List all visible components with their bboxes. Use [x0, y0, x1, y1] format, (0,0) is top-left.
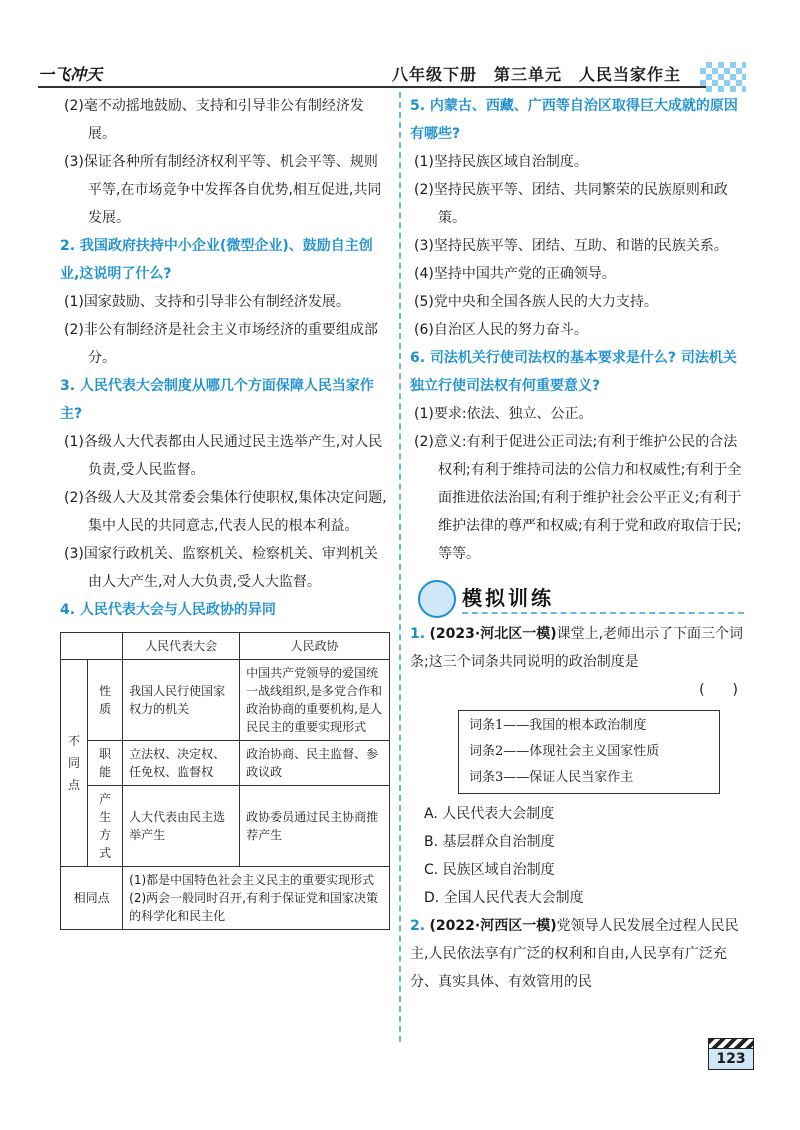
table-cell: 政协委员通过民主协商推荐产生 — [240, 786, 390, 867]
column-divider — [399, 92, 401, 1042]
header-rule — [38, 86, 706, 88]
header-title: 八年级下册 第三单元 人民当家作主 — [392, 65, 682, 84]
table-corner-cell — [61, 633, 123, 660]
section-rule — [462, 612, 744, 614]
option-c: C. 民族区域自治制度 — [424, 862, 555, 878]
page-number: 123 — [708, 1048, 754, 1070]
question-title: 4. 人民代表大会与人民政协的异同 — [60, 602, 276, 618]
right-column — [410, 92, 750, 996]
question-number: 2. — [410, 918, 426, 934]
mock-question-2 — [410, 912, 750, 996]
term-line: 词条3——保证人民当家作主 — [469, 770, 634, 785]
question-number: 1. — [410, 626, 426, 642]
answer-line: (2)非公有制经济是社会主义市场经济的重要组成部分。 — [64, 322, 378, 366]
answer-line: (1)坚持民族区域自治制度。 — [414, 154, 588, 170]
answer-line: (3)国家行政机关、监察机关、检察机关、审判机关由人大产生,对人大负责,受人大监督。 — [64, 546, 378, 590]
option-d: D. 全国人民代表大会制度 — [424, 890, 584, 906]
left-column — [60, 92, 390, 930]
answer-line: (1)各级人大代表都由人民通过民主选举产生,对人民负责,受人民监督。 — [64, 434, 383, 478]
question-source: (2023·河北区一模) — [429, 626, 557, 642]
table-cell: 立法权、决定权、任免权、监督权 — [123, 741, 240, 786]
section-title: 模拟训练 — [462, 586, 554, 610]
section-header — [410, 578, 750, 620]
question-text: 课堂上,老师出示了下面三个词条;这三个词条共同说明的政治制度是 — [410, 626, 744, 670]
table-row — [61, 786, 390, 867]
answer-line: (2)毫不动摇地鼓励、支持和引导非公有制经济发展。 — [64, 98, 364, 142]
question-title: 6. 司法机关行使司法权的基本要求是什么? 司法机关独立行使司法权有何重要意义? — [410, 350, 737, 394]
same-points-cell — [123, 867, 390, 930]
row-label-cell: 产生方式 — [88, 786, 123, 867]
answer-line: (4)坚持中国共产党的正确领导。 — [414, 266, 616, 282]
page-number-badge — [706, 1038, 752, 1068]
question-text: 党领导人民发展全过程人民民主,人民依法享有广泛的权利和自由,人民享有广泛充分、真实具体、有效管用的民 — [410, 918, 739, 990]
term-box — [458, 710, 720, 794]
same-point: (2)两会一般同时召开,有利于保证党和国家决策的科学化和民主化 — [129, 891, 378, 923]
answer-line: (3)保证各种所有制经济权利平等、机会平等、规则平等,在市场竞争中发挥各自优势,相互促进,共同发展。 — [64, 154, 382, 226]
answer-line: (3)坚持民族平等、团结、互助、和谐的民族关系。 — [414, 238, 728, 254]
table-cell: 中国共产党领导的爱国统一战线组织,是多党合作和政治协商的重要机构,是人民民主的重要实现形式 — [240, 660, 390, 741]
answer-line: (2)各级人大及其常委会集体行使职权,集体决定问题,集中人民的共同意志,代表人民的根本利益。 — [64, 490, 387, 534]
answer-blank: ( ) — [699, 682, 738, 698]
option-a: A. 人民代表大会制度 — [424, 806, 555, 822]
same-label-cell: 相同点 — [61, 867, 123, 930]
diff-label-cell: 不同点 — [61, 660, 88, 867]
table-header-row — [61, 633, 390, 660]
term-line: 词条1——我国的根本政治制度 — [469, 718, 647, 733]
comparison-table — [60, 632, 390, 930]
row-label-cell: 性质 — [88, 660, 123, 741]
question-source: (2022·河西区一模) — [429, 918, 557, 934]
answer-line: (2)坚持民族平等、团结、共同繁荣的民族原则和政策。 — [414, 182, 728, 226]
page-header — [0, 0, 800, 92]
question-title: 2. 我国政府扶持中小企业(微型企业)、鼓励自主创业,这说明了什么? — [60, 238, 373, 282]
table-row — [61, 867, 390, 930]
row-label-cell: 职能 — [88, 741, 123, 786]
brand-logo: 一飞冲天 — [38, 65, 103, 84]
table-cell: 人大代表由民主选举产生 — [123, 786, 240, 867]
checker-decoration — [700, 62, 746, 92]
table-row — [61, 741, 390, 786]
question-title: 5. 内蒙古、西藏、广西等自治区取得巨大成就的原因有哪些? — [410, 98, 738, 142]
answer-line: (5)党中央和全国各族人民的大力支持。 — [414, 294, 658, 310]
table-header-cell: 人民政协 — [240, 633, 390, 660]
mock-question-1 — [410, 620, 750, 676]
table-cell: 政治协商、民主监督、参政议政 — [240, 741, 390, 786]
table-header-cell: 人民代表大会 — [123, 633, 240, 660]
question-title: 3. 人民代表大会制度从哪几个方面保障人民当家作主? — [60, 378, 374, 422]
option-b: B. 基层群众自治制度 — [424, 834, 555, 850]
table-cell: 我国人民行使国家权力的机关 — [123, 660, 240, 741]
answer-line: (2)意义:有利于促进公正司法;有利于维护公民的合法权利;有利于维持司法的公信力和权威性;有利于全面推进依法治国;有利于维护社会公平正义;有利于维护法律的尊严和权威;有利于党和政府取信于民;等等。 — [414, 434, 742, 562]
table-row — [61, 660, 390, 741]
term-line: 词条2——体现社会主义国家性质 — [469, 744, 660, 759]
answer-line: (6)自治区人民的努力奋斗。 — [414, 322, 588, 338]
answer-line: (1)国家鼓励、支持和引导非公有制经济发展。 — [64, 294, 350, 310]
answer-line: (1)要求:依法、独立、公正。 — [414, 406, 593, 422]
same-point: (1)都是中国特色社会主义民主的重要实现形式 — [129, 873, 375, 887]
training-icon — [418, 580, 456, 618]
